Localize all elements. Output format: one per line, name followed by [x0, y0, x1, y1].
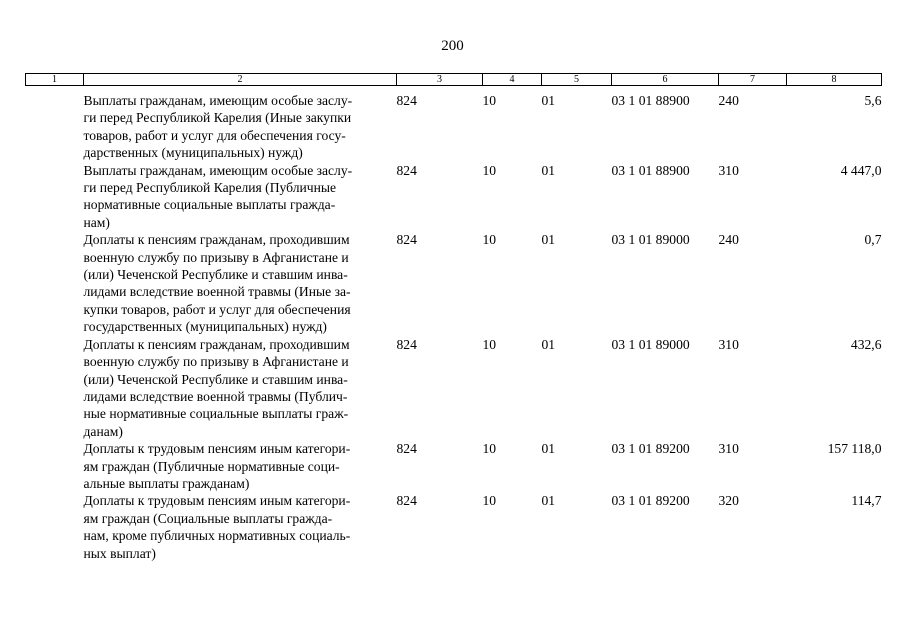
budget-table	[25, 73, 882, 562]
ministry-code: 824	[396, 232, 417, 248]
row-number-cell	[26, 440, 84, 492]
description-line: лидами вследствие военной травмы (Публич-	[83, 388, 348, 404]
table-row	[26, 336, 882, 440]
row-description	[84, 231, 397, 335]
amount: 432,6	[850, 336, 882, 352]
table-row	[26, 231, 882, 335]
description-line: ям граждан (Публичные нормативные соци-	[83, 458, 340, 474]
description-line: Выплаты гражданам, имеющим особые заслу-	[83, 162, 353, 178]
description-line: военную службу по призыву в Афганистане и	[83, 354, 349, 370]
column-header: 8	[787, 74, 882, 86]
description-line: альные выплаты гражданам)	[83, 475, 250, 491]
row-number-cell	[26, 492, 84, 562]
amount: 157 118,0	[827, 441, 882, 457]
description-line: Выплаты гражданам, имеющим особые заслу-	[83, 93, 353, 108]
section-code: 10	[482, 493, 497, 509]
expense-type-code: 240	[718, 93, 739, 108]
expense-type-code: 310	[718, 441, 739, 457]
description-line: (или) Чеченской Республике и ставшим инва-	[83, 371, 348, 387]
column-header: 3	[397, 74, 483, 86]
subsection-code: 01	[541, 493, 556, 509]
subsection-code: 01	[541, 232, 556, 248]
expense-type-code: 310	[718, 162, 739, 178]
table-row	[26, 162, 882, 232]
target-item-code: 03 1 01 89200	[611, 441, 690, 457]
description-line: купки товаров, работ и услуг для обеспечения	[83, 301, 351, 317]
row-description	[84, 86, 397, 162]
section-code: 10	[482, 93, 497, 108]
description-line: нам, кроме публичных нормативных социаль-	[83, 528, 351, 544]
column-header: 2	[84, 74, 397, 86]
description-line: Доплаты к пенсиям гражданам, проходившим	[83, 232, 350, 248]
description-line: (или) Чеченской Республике и ставшим инва-	[83, 267, 348, 283]
column-header: 7	[719, 74, 787, 86]
column-header: 1	[26, 74, 84, 86]
ministry-code: 824	[396, 162, 417, 178]
ministry-code: 824	[396, 493, 417, 509]
amount: 114,7	[851, 493, 882, 509]
target-item-code: 03 1 01 89200	[611, 493, 690, 509]
column-header: 5	[542, 74, 612, 86]
description-line: данам)	[83, 423, 123, 439]
expense-type-code: 240	[718, 232, 739, 248]
description-line: дарственных (муниципальных) нужд)	[83, 145, 303, 161]
description-line: ги перед Республикой Карелия (Иные закупки	[83, 110, 352, 126]
row-number-cell	[26, 336, 84, 440]
description-line: Доплаты к трудовым пенсиям иным категори-	[83, 441, 351, 457]
page-number: 200	[441, 38, 464, 54]
section-code: 10	[482, 162, 497, 178]
column-number-header	[26, 74, 882, 86]
description-line: ных выплат)	[83, 545, 156, 561]
description-line: Доплаты к пенсиям гражданам, проходившим	[83, 336, 350, 352]
description-line: ги перед Республикой Карелия (Публичные	[83, 180, 337, 196]
ministry-code: 824	[396, 336, 417, 352]
description-line: военную службу по призыву в Афганистане и	[83, 249, 349, 265]
row-description	[84, 336, 397, 440]
row-description	[84, 440, 397, 492]
description-line: Доплаты к трудовым пенсиям иным категори-	[83, 493, 351, 509]
table-row	[26, 492, 882, 562]
description-line: ям граждан (Социальные выплаты гражда-	[83, 510, 333, 526]
column-header: 4	[483, 74, 542, 86]
subsection-code: 01	[541, 93, 556, 108]
amount: 4 447,0	[840, 162, 882, 178]
section-code: 10	[482, 232, 497, 248]
subsection-code: 01	[541, 441, 556, 457]
target-item-code: 03 1 01 88900	[611, 93, 690, 108]
subsection-code: 01	[541, 336, 556, 352]
table-row	[26, 440, 882, 492]
table-row	[26, 86, 882, 162]
row-number-cell	[26, 162, 84, 232]
row-number-cell	[26, 231, 84, 335]
row-description	[84, 162, 397, 232]
ministry-code: 824	[396, 93, 417, 108]
amount: 0,7	[864, 232, 882, 248]
description-line: товаров, работ и услуг для обеспечения госу-	[83, 127, 346, 143]
description-line: ные нормативные социальные выплаты граж-	[83, 406, 349, 422]
column-header: 6	[612, 74, 719, 86]
target-item-code: 03 1 01 89000	[611, 232, 690, 248]
description-line: нормативные социальные выплаты гражда-	[83, 197, 336, 213]
ministry-code: 824	[396, 441, 417, 457]
description-line: лидами вследствие военной травмы (Иные за-	[83, 284, 351, 300]
target-item-code: 03 1 01 88900	[611, 162, 690, 178]
row-description	[84, 492, 397, 562]
expense-type-code: 310	[718, 336, 739, 352]
section-code: 10	[482, 441, 497, 457]
target-item-code: 03 1 01 89000	[611, 336, 690, 352]
row-number-cell	[26, 86, 84, 162]
amount: 5,6	[864, 93, 882, 108]
section-code: 10	[482, 336, 497, 352]
description-line: нам)	[83, 214, 110, 230]
subsection-code: 01	[541, 162, 556, 178]
expense-type-code: 320	[718, 493, 739, 509]
description-line: государственных (муниципальных) нужд)	[83, 319, 327, 335]
